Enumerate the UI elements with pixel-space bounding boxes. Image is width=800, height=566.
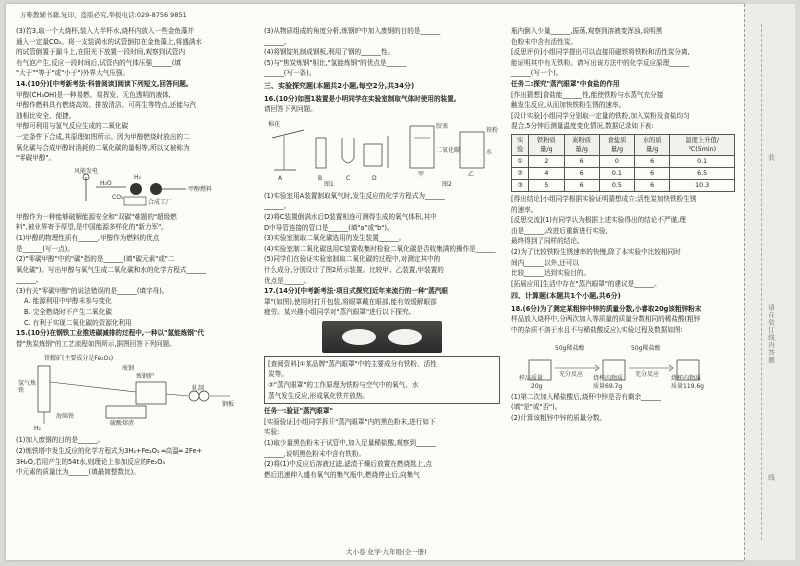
question-16-cont: 请回答下列问题。 [264, 105, 317, 114]
fig-label: 质量69.7g [593, 382, 623, 390]
text-line: (3)从物质组成的角度分析,炼钢炉中加入废钢的目的是______ [264, 27, 441, 35]
sub-question: (4)实验室制二氧化碳选用C装置收集时检验二氧化碳是否收集满的操作是______ [264, 244, 496, 253]
fig-caption: 图2 [442, 180, 452, 188]
sub-question: (1)加入废钢的目的是______。 [16, 436, 105, 445]
reading-text: 氧化碳与合成甲醇时消耗的二氧化碳的量相等,所以又被称为 [16, 143, 190, 152]
fig-label: 氢气炼铁 [18, 380, 37, 395]
page-header: 万唯教辅书籍,复印、盗版必究,举报电话:029-8756 9851 [20, 11, 187, 19]
text-line: ______。 [264, 37, 291, 46]
sub-question: (2)计算该粗锌中锌的质量分数。 [511, 413, 607, 422]
table-cell: 0.1 [599, 167, 634, 179]
column-left [16, 26, 252, 478]
text-line: [拓展应用]生活中存在"蒸汽眼罩"的建议是______。 [511, 279, 661, 288]
question-16: 16.(10分)如图1装置是小明同学在实验室制取气体时使用的装置, [264, 94, 457, 103]
question-17: 17.(14分)[中考新考法·项目式探究]近年来流行的一种"蒸汽眼 [264, 287, 448, 296]
sub-question: (1)实验室用A装置制取氧气时,发生反应的化学方程式为______ [264, 191, 445, 200]
question-15: 15.(10分)在钢铁工业推进碳减排的过程中,一种以"氢能炼钢"代 [16, 329, 204, 338]
table-header: 铁粉质量/g [529, 134, 564, 155]
table-cell: 5 [529, 179, 564, 191]
info-text: 蒸气发生反应,形成氧化铁并放热。 [268, 391, 370, 400]
fig-label: H₂O [100, 179, 112, 187]
binding-label: 线 [767, 474, 775, 482]
text-line: "大于""等于"或"小于")外界大气压强。 [16, 69, 130, 78]
sub-question: (1)第二次加入稀盐酸后,烧杯中锌是否有剩余______ [511, 392, 661, 401]
text-line: (3)若3,取一个大烧杯,装入大半杯水,烧杯内放入一些金鱼藻并 [16, 27, 195, 35]
text-line: ______(写一条)。 [264, 69, 316, 78]
question-18-cont: 样品放入烧杯中,分两次加入等质量的质量分数相同的稀盐酸(粗锌 [511, 315, 701, 324]
fig-label: CO₂ [112, 193, 124, 201]
fig-label: 乙 [468, 170, 475, 178]
reading-text: 甲醇(CH₃OH)是一种易燃、易挥发、无色透明的液体, [16, 90, 171, 99]
apparatus-diagram [264, 118, 500, 188]
table-header: 温度上升值/℃(5min) [670, 134, 735, 155]
text-line: (5)与"焦炭炼钢"相比,"氢能炼钢"的优点是______ [264, 58, 407, 67]
sub-question: ______。 [16, 276, 43, 285]
sub-question: (2)将(1)中反应后溶液过滤,滤渣干燥后放置在燃烧匙上,点 [264, 460, 432, 469]
fig-label: 轧制 [192, 385, 205, 393]
column-right [511, 26, 735, 423]
sub-question: (填"是"或"否")。 [511, 403, 562, 412]
fig-label: 风能发电 [74, 167, 99, 175]
fig-label: 质量119.6g [671, 382, 704, 390]
text-line: 比较______达到实验目的。 [511, 269, 591, 278]
sub-question: 是______(写一点)。 [16, 244, 74, 253]
section-title-3: 三、实验探究题(本题共2小题,每空2分,共34分) [264, 81, 415, 90]
apparatus-svg [264, 118, 500, 188]
table-header-row [512, 134, 735, 155]
sub-question: (2)炼铁塔中发生反应的化学方程式为3H₂+Fe₂O₃ ═高温═ 2Fe+ [16, 447, 203, 456]
table-header: 食盐质量/g [599, 134, 634, 155]
table-cell: 6 [635, 179, 670, 191]
fig-label: 20g [531, 382, 543, 390]
table-header: 实验 [512, 134, 529, 155]
info-text: ②"蒸汽眼罩"的工作原理为铁粉与空气中的氧气、水 [268, 381, 419, 390]
eye-mask-pad [342, 329, 376, 345]
table-cell: 6 [635, 167, 670, 179]
sub-question: 燃后迅速伸入盛有氧气的集气瓶中,燃烧停止后,向集气 [264, 470, 420, 479]
text-line: [实验验证]小组同学拆开"蒸汽眼罩"内的黑色粉末,进行如下 [264, 417, 436, 426]
fig-label: 海绵铁 [56, 413, 75, 421]
table-cell: 0.1 [670, 155, 735, 167]
info-box [264, 356, 500, 404]
fig-label: 50g稀盐酸 [555, 344, 585, 352]
text-line: 由是______,改进后重新进行实验, [511, 226, 608, 235]
sub-question: (3)实验室制取二氧化碳选用的发生装置______。 [264, 234, 406, 243]
fig-caption: 图1 [324, 180, 334, 188]
text-line: 最终得到了同样的结论。 [511, 237, 584, 246]
table-cell: ③ [512, 179, 529, 191]
table-cell: 2 [529, 155, 564, 167]
text-line: 通入一定量CO₂。将一支装满水的试管倒扣在金鱼藻上,将盛满水 [16, 37, 202, 46]
reading-text: 一定条件下合成,其原理如图所示。因为甲醇燃烧时放出的二 [16, 132, 190, 141]
sub-question: (1)取少量黑色粉末于试管中,加入足量稀盐酸,观察到______ [264, 439, 436, 448]
fig-label: B [318, 174, 323, 182]
fig-label: 铁精矿(主要成分是Fe₂O₃) [44, 355, 114, 363]
eye-mask-pad [388, 329, 422, 345]
text-line: [作出猜想]食盐能______性,能使铁粉与水蒸气充分接 [511, 90, 664, 99]
sub-question: (2)"零碳甲醇"中的"碳"指的是______(填"碳元素"或"二 [16, 255, 175, 264]
text-line: 混合,5分钟后测量温度变化情况,数据记录如下表: [511, 122, 654, 131]
fig-label: 甲醇燃料 [188, 185, 213, 193]
question-18-cont: 中的杂质不溶于水且不与稀盐酸反应),实验过程及数据如图: [511, 326, 683, 335]
text-line: 瓶内倒入少量______,振荡,观察到溶液变浑浊,说明黑 [511, 27, 663, 35]
text-line: [得出结论]小组同学根据实验证明猜想成立:活性炭加快铁粉生锈 [511, 194, 697, 203]
table-cell: ① [512, 155, 529, 167]
table-header: 炭粉质量/g [564, 134, 599, 155]
table-header: 水的质量/g [635, 134, 670, 155]
text-line: 能证明其中有无铁粉。请写出该方法中的化学反应原理______ [511, 58, 690, 67]
fig-label: 炼钢炉 [136, 373, 155, 381]
fig-label: 合成工厂 [148, 198, 173, 206]
binding-margin [744, 4, 795, 560]
fig-label: C [346, 174, 351, 182]
table-cell: 6 [564, 179, 599, 191]
text-line: (4)将钢锭轧制成钢板,利用了钢的______性。 [264, 48, 395, 57]
option-b: B. 完全燃烧时不产生二氧化碳 [24, 308, 112, 317]
exam-page [6, 4, 744, 560]
text-line: 间内______以外,还可以 [511, 258, 580, 267]
text-line: 有气泡产生,反应一段时间后,试管内的气体压强______(填 [16, 58, 182, 67]
text-line: 的试管倒置于漏斗上,在阳光下放置一段时间,观察到试管内 [16, 48, 186, 57]
fig-label: 铁粉 [486, 126, 499, 134]
table-cell: 0 [599, 155, 634, 167]
option-a: A. 能源利用中甲醇未参与变化 [24, 297, 112, 306]
question-17-cont: 疲劳。某兴趣小组同学对"蒸汽眼罩"进行以下探究。 [264, 308, 416, 317]
table-row [512, 167, 735, 179]
binding-line [761, 24, 762, 540]
table-row [512, 155, 735, 167]
reading-text: "零碳甲醇"。 [16, 154, 56, 163]
table-row [512, 179, 735, 191]
task-one: 任务一:验证"蒸汽眼罩" [264, 407, 333, 416]
question-14: 14.(10分)[中考新考法·科普阅读]阅读下列短文,回答问题。 [16, 79, 193, 88]
sub-question: 优点是______。 [264, 276, 311, 285]
sub-question: ______。 [264, 202, 291, 211]
table-cell: 6 [564, 167, 599, 179]
binding-label: 请在装订线内答题 [767, 304, 775, 364]
fig-label: 废钢 [122, 365, 135, 373]
table-cell: 6.5 [670, 167, 735, 179]
reading-text: 甲醇作燃料具有燃烧高效、排放清洁、可再生等特点,还能与汽 [16, 101, 197, 110]
eye-mask-photo [322, 321, 442, 353]
fig-label: 样品质量 [519, 374, 544, 382]
fig-label: A [278, 174, 283, 182]
fig-label: 烧杯内物质 [593, 374, 624, 382]
fig-label: 50g稀盐酸 [631, 344, 661, 352]
steel-process-diagram [16, 352, 252, 432]
sub-question: 中元素的质量比为______(填最简整数比)。 [16, 468, 140, 477]
text-line: [设计实验]小组同学分别取一定量的铁粉,加入炭粉及食盐均匀 [511, 111, 690, 120]
column-middle [264, 26, 500, 480]
text-line: 的速率。 [511, 205, 538, 214]
task-two: 任务二:探究"蒸汽眼罩"中食盐的作用 [511, 79, 620, 88]
info-text: 炭等。 [268, 370, 288, 379]
fig-label: 烧杯内物质 [671, 374, 702, 382]
sub-question: 什么成分,分别设计了图2所示装置。比较甲、乙装置,甲装置的 [264, 265, 444, 274]
text-line: 触发生反应,从而加快铁粉生锈的速率。 [511, 101, 626, 110]
binding-label: 装 [767, 154, 775, 162]
question-15-cont: 替"焦炭炼钢"的工艺流程如图所示,据图回答下列问题。 [16, 339, 176, 348]
section-title-4: 四、计算题(本题共1个小题,共6分) [511, 292, 621, 301]
fig-label: 甲 [418, 170, 425, 178]
table-cell: 0.5 [599, 179, 634, 191]
fig-label: 棉花 [268, 120, 281, 128]
fig-label: 水 [486, 148, 493, 156]
experiment-table [511, 134, 735, 192]
fig-label: 充分反应 [635, 370, 660, 378]
text-line: [反思评价]小组同学提出可以直接用磁铁将铁粉和活性炭分离, [511, 48, 690, 57]
sub-question: ______,说明黑色粉末中含有铁粉。 [264, 449, 366, 458]
text-line: (2)为了比较铁粉生锈速率的快慢,除了本实验中比较相同时 [511, 247, 681, 256]
sub-question: (2)将C装置倒满水后D装置相连可测得生成的氧气体积,其中 [264, 212, 437, 221]
table-cell: 6 [564, 155, 599, 167]
fig-label: H₂ [34, 425, 41, 433]
fig-label: 硫酸熔渣 [110, 420, 135, 428]
reading-text: 甲醇可利用与氢气反应生成的二氧化碳 [16, 122, 129, 131]
text-line: 色粉末中含有活性炭。 [511, 37, 577, 46]
table-cell: 6 [635, 155, 670, 167]
sub-question: 3H₂O,若用产生的54t水,则理论上参加反应的Fe₂O₃ [16, 457, 166, 466]
sub-question: (5)同学们在验证实验室制取二氧化碳的过程中,对测定其中的 [264, 255, 441, 264]
fig-label: 二氧化碳 [436, 146, 461, 154]
methanol-diagram [16, 167, 252, 209]
beaker-diagram [511, 338, 735, 390]
question-17-cont: 罩"(如图),使用时打开包装,将眼罩戴在眼部,能有效缓解眼部 [264, 297, 437, 306]
text-line: 实验: [264, 428, 280, 437]
reading-text: 料",被业界寄予厚望,是中国能源多样化的"新力军"。 [16, 223, 168, 232]
text-line: ______(写一个)。 [511, 69, 563, 78]
table-cell: ② [512, 167, 529, 179]
reading-text: 油相比安全、便捷。 [16, 111, 76, 120]
reading-text: 甲醇作为一种能够破解能源安全和"双碳"难题的"超级燃 [16, 212, 177, 221]
fig-label: D [372, 174, 377, 182]
fig-label: H₂ [134, 173, 141, 181]
fig-label: 胶塞 [436, 122, 449, 130]
table-cell: 10.3 [670, 179, 735, 191]
question-18: 18.(6分)为了测定某粗锌中锌的质量分数,小睿取20g该粗锌粉末 [511, 304, 702, 313]
page-footer: 大小卷 化学·九年级(全一册) [346, 548, 427, 556]
table-cell: 4 [529, 167, 564, 179]
info-text: [查阅资料]①某品牌"蒸汽眼罩"中的主要成分有铁粉、活性 [268, 359, 437, 368]
option-c: C. 有利于实现二氧化碳的资源化利用 [24, 318, 132, 327]
sub-question: D中导管连接的管口是______(填"a"或"b")。 [264, 223, 394, 232]
fig-label: 钢板 [222, 401, 235, 409]
fig-label: 充分反应 [559, 370, 584, 378]
sub-question: (3)有关"零碳甲醇"的说法错误的是______(填字母)。 [16, 286, 169, 295]
sub-question: (1)甲醇的物理性质有______,甲醇作为燃料的优点 [16, 233, 160, 242]
text-line: [反思交流](1)有同学认为根据上述实验得出的结论不严谨,理 [511, 216, 686, 225]
sub-question: 氧化碳")。写出甲醇与氧气生成二氧化碳和水的化学方程式______ [16, 265, 207, 274]
